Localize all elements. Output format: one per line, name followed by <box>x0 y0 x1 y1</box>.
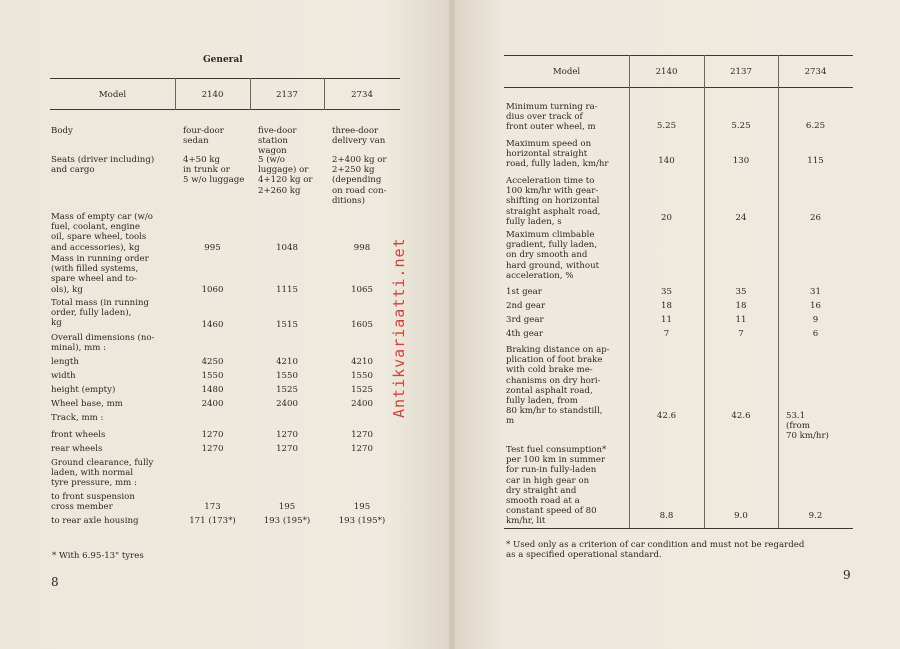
table-cell: 1060 <box>201 285 224 295</box>
table-cell: 1270 <box>351 444 373 454</box>
table-cell: 1550 <box>351 371 373 381</box>
row-label: 2nd gear <box>506 301 546 311</box>
table-cell: 26 <box>810 213 821 223</box>
row-label: Body <box>51 126 73 136</box>
row-label: Acceleration time to 100 km/hr with gear- shifting on horizontal straight asphalt road, fully laden, s <box>506 176 601 227</box>
row-label: front wheels <box>51 430 106 440</box>
table-bottom-rule <box>504 528 853 529</box>
table-cell: 24 <box>735 213 747 223</box>
table-cell: 4210 <box>276 357 298 367</box>
table-cell: 42.6 <box>731 411 751 421</box>
table-cell: 1270 <box>276 430 298 440</box>
table-cell: 995 <box>204 243 221 253</box>
section-title: General <box>203 55 243 65</box>
table-cell: 9.2 <box>808 511 823 521</box>
row-label: width <box>51 371 76 381</box>
book-spine <box>449 0 455 649</box>
table-cell: 2+400 kg or 2+250 kg (depending on road con- ditions) <box>332 155 387 206</box>
row-label: 1st gear <box>506 287 542 297</box>
table-cell: five-door station wagon <box>258 126 297 157</box>
table-cell: 1525 <box>351 385 373 395</box>
table-cell: 9.0 <box>734 511 748 521</box>
page-number: 8 <box>51 575 59 589</box>
header-2734: 2734 <box>351 90 373 100</box>
table-cell: 1270 <box>276 444 298 454</box>
header-model: Model <box>98 90 127 100</box>
table-cell: 7 <box>738 329 744 339</box>
table-cell: 1525 <box>276 385 298 395</box>
footnote: * With 6.95-13" tyres <box>52 551 144 561</box>
table-cell: 140 <box>658 156 675 166</box>
table-cell: 4210 <box>351 357 373 367</box>
table-cell: 53.1 (from 70 km/hr) <box>786 411 829 442</box>
row-label: to rear axle housing <box>51 516 139 526</box>
row-label: height (empty) <box>51 385 116 395</box>
table-cell: 2400 <box>201 399 224 409</box>
row-label: Wheel base, mm <box>51 399 123 409</box>
table-cell: 1515 <box>276 320 298 330</box>
table-cell: 1065 <box>351 285 373 295</box>
table-cell: 35 <box>735 287 747 297</box>
row-label: Maximum climbable gradient, fully laden, on dry smooth and hard ground, without acceleration, % <box>506 230 600 281</box>
table-cell: 1115 <box>276 285 298 295</box>
header-bottom-rule <box>50 109 400 110</box>
table-cell: 42.6 <box>656 411 677 421</box>
table-cell: 2400 <box>351 399 373 409</box>
table-cell: 11 <box>661 315 672 325</box>
table-cell: 4250 <box>201 357 224 367</box>
row-label: Maximum speed on horizontal straight road, fully laden, km/hr <box>506 139 609 170</box>
table-cell: 6 <box>812 329 819 339</box>
table-cell: 1270 <box>201 444 224 454</box>
table-cell: 1550 <box>201 371 224 381</box>
row-label: Seats (driver including) and cargo <box>51 155 155 176</box>
table-cell: 4+50 kg in trunk or 5 w/o luggage <box>183 155 245 186</box>
table-cell: 1270 <box>201 430 224 440</box>
table-cell: 2400 <box>276 399 298 409</box>
row-label: to front suspension cross member <box>51 492 135 513</box>
table-cell: 193 (195*) <box>338 516 386 526</box>
table-cell: 195 <box>353 502 371 512</box>
table-cell: 6.25 <box>805 121 826 131</box>
table-cell: 1550 <box>276 371 298 381</box>
row-label: rear wheels <box>51 444 103 454</box>
table-cell: 5.25 <box>656 121 677 131</box>
table-cell: 8.8 <box>659 511 674 521</box>
row-label: Mass in running order (with filled systems, spare wheel and to- ols), kg <box>51 254 149 295</box>
row-label: 3rd gear <box>506 315 544 325</box>
table-cell: 130 <box>732 156 750 166</box>
footnote: * Used only as a criterion of car condition and must not be regarded as a specified operational standard. <box>506 540 805 561</box>
table-cell: 9 <box>812 315 819 325</box>
table-cell: 1048 <box>276 243 298 253</box>
table-cell: three-door delivery van <box>332 126 386 147</box>
table-cell: 195 <box>278 502 296 512</box>
row-label: 4th gear <box>506 329 544 339</box>
table-cell: 35 <box>661 287 672 297</box>
row-label: Ground clearance, fully laden, with normal tyre pressure, mm : <box>51 458 154 489</box>
row-label: Total mass (in running order, fully laden), kg <box>51 298 149 329</box>
table-cell: 31 <box>810 287 821 297</box>
table-cell: 20 <box>661 213 672 223</box>
row-label: length <box>51 357 79 367</box>
table-cell: 5.25 <box>731 121 751 131</box>
page-number: 9 <box>843 568 851 582</box>
row-label: Minimum turning ra- dius over track of front outer wheel, m <box>506 102 598 133</box>
row-label: Braking distance on ap- plication of foot brake with cold brake me- chanisms on dry hori- zontal asphalt road, fully laden, from 80 km/hr to standstill, m <box>506 345 610 427</box>
header-2140: 2140 <box>201 90 224 100</box>
table-cell: 16 <box>810 301 821 311</box>
table-cell: 173 <box>204 502 221 512</box>
table-cell: 1270 <box>351 430 373 440</box>
table-top-rule <box>504 55 853 56</box>
row-label: Track, mm : <box>51 413 104 423</box>
header-2140: 2140 <box>655 67 678 77</box>
table-cell: 171 (173*) <box>189 516 236 526</box>
header-2137: 2137 <box>276 90 298 100</box>
header-2137: 2137 <box>730 67 752 77</box>
table-cell: 7 <box>663 329 670 339</box>
table-cell: 115 <box>807 156 824 166</box>
header-2734: 2734 <box>804 67 827 77</box>
table-cell: 193 (195*) <box>263 516 311 526</box>
header-model: Model <box>552 67 581 77</box>
row-label: Overall dimensions (no- minal), mm : <box>51 333 155 354</box>
table-cell: 11 <box>735 315 747 325</box>
table-cell: 18 <box>661 301 672 311</box>
table-cell: 1605 <box>351 320 373 330</box>
header-bottom-rule <box>504 87 853 88</box>
table-cell: 5 (w/o luggage) or 4+120 kg or 2+260 kg <box>258 155 313 196</box>
table-cell: 998 <box>353 243 371 253</box>
table-cell: 18 <box>735 301 747 311</box>
table-top-rule <box>50 78 400 79</box>
row-label: Test fuel consumption* per 100 km in summer for run-in fully-laden car in high gear on dry straight and smooth road at a constant speed of 80 km/hr, lit <box>506 445 607 527</box>
row-label: Mass of empty car (w/o fuel, coolant, engine oil, spare wheel, tools and accessories), kg <box>51 212 153 253</box>
table-cell: four-door sedan <box>183 126 224 147</box>
table-cell: 1460 <box>201 320 224 330</box>
table-cell: 1480 <box>201 385 224 395</box>
watermark: Antikvariaatti.net <box>390 237 408 418</box>
